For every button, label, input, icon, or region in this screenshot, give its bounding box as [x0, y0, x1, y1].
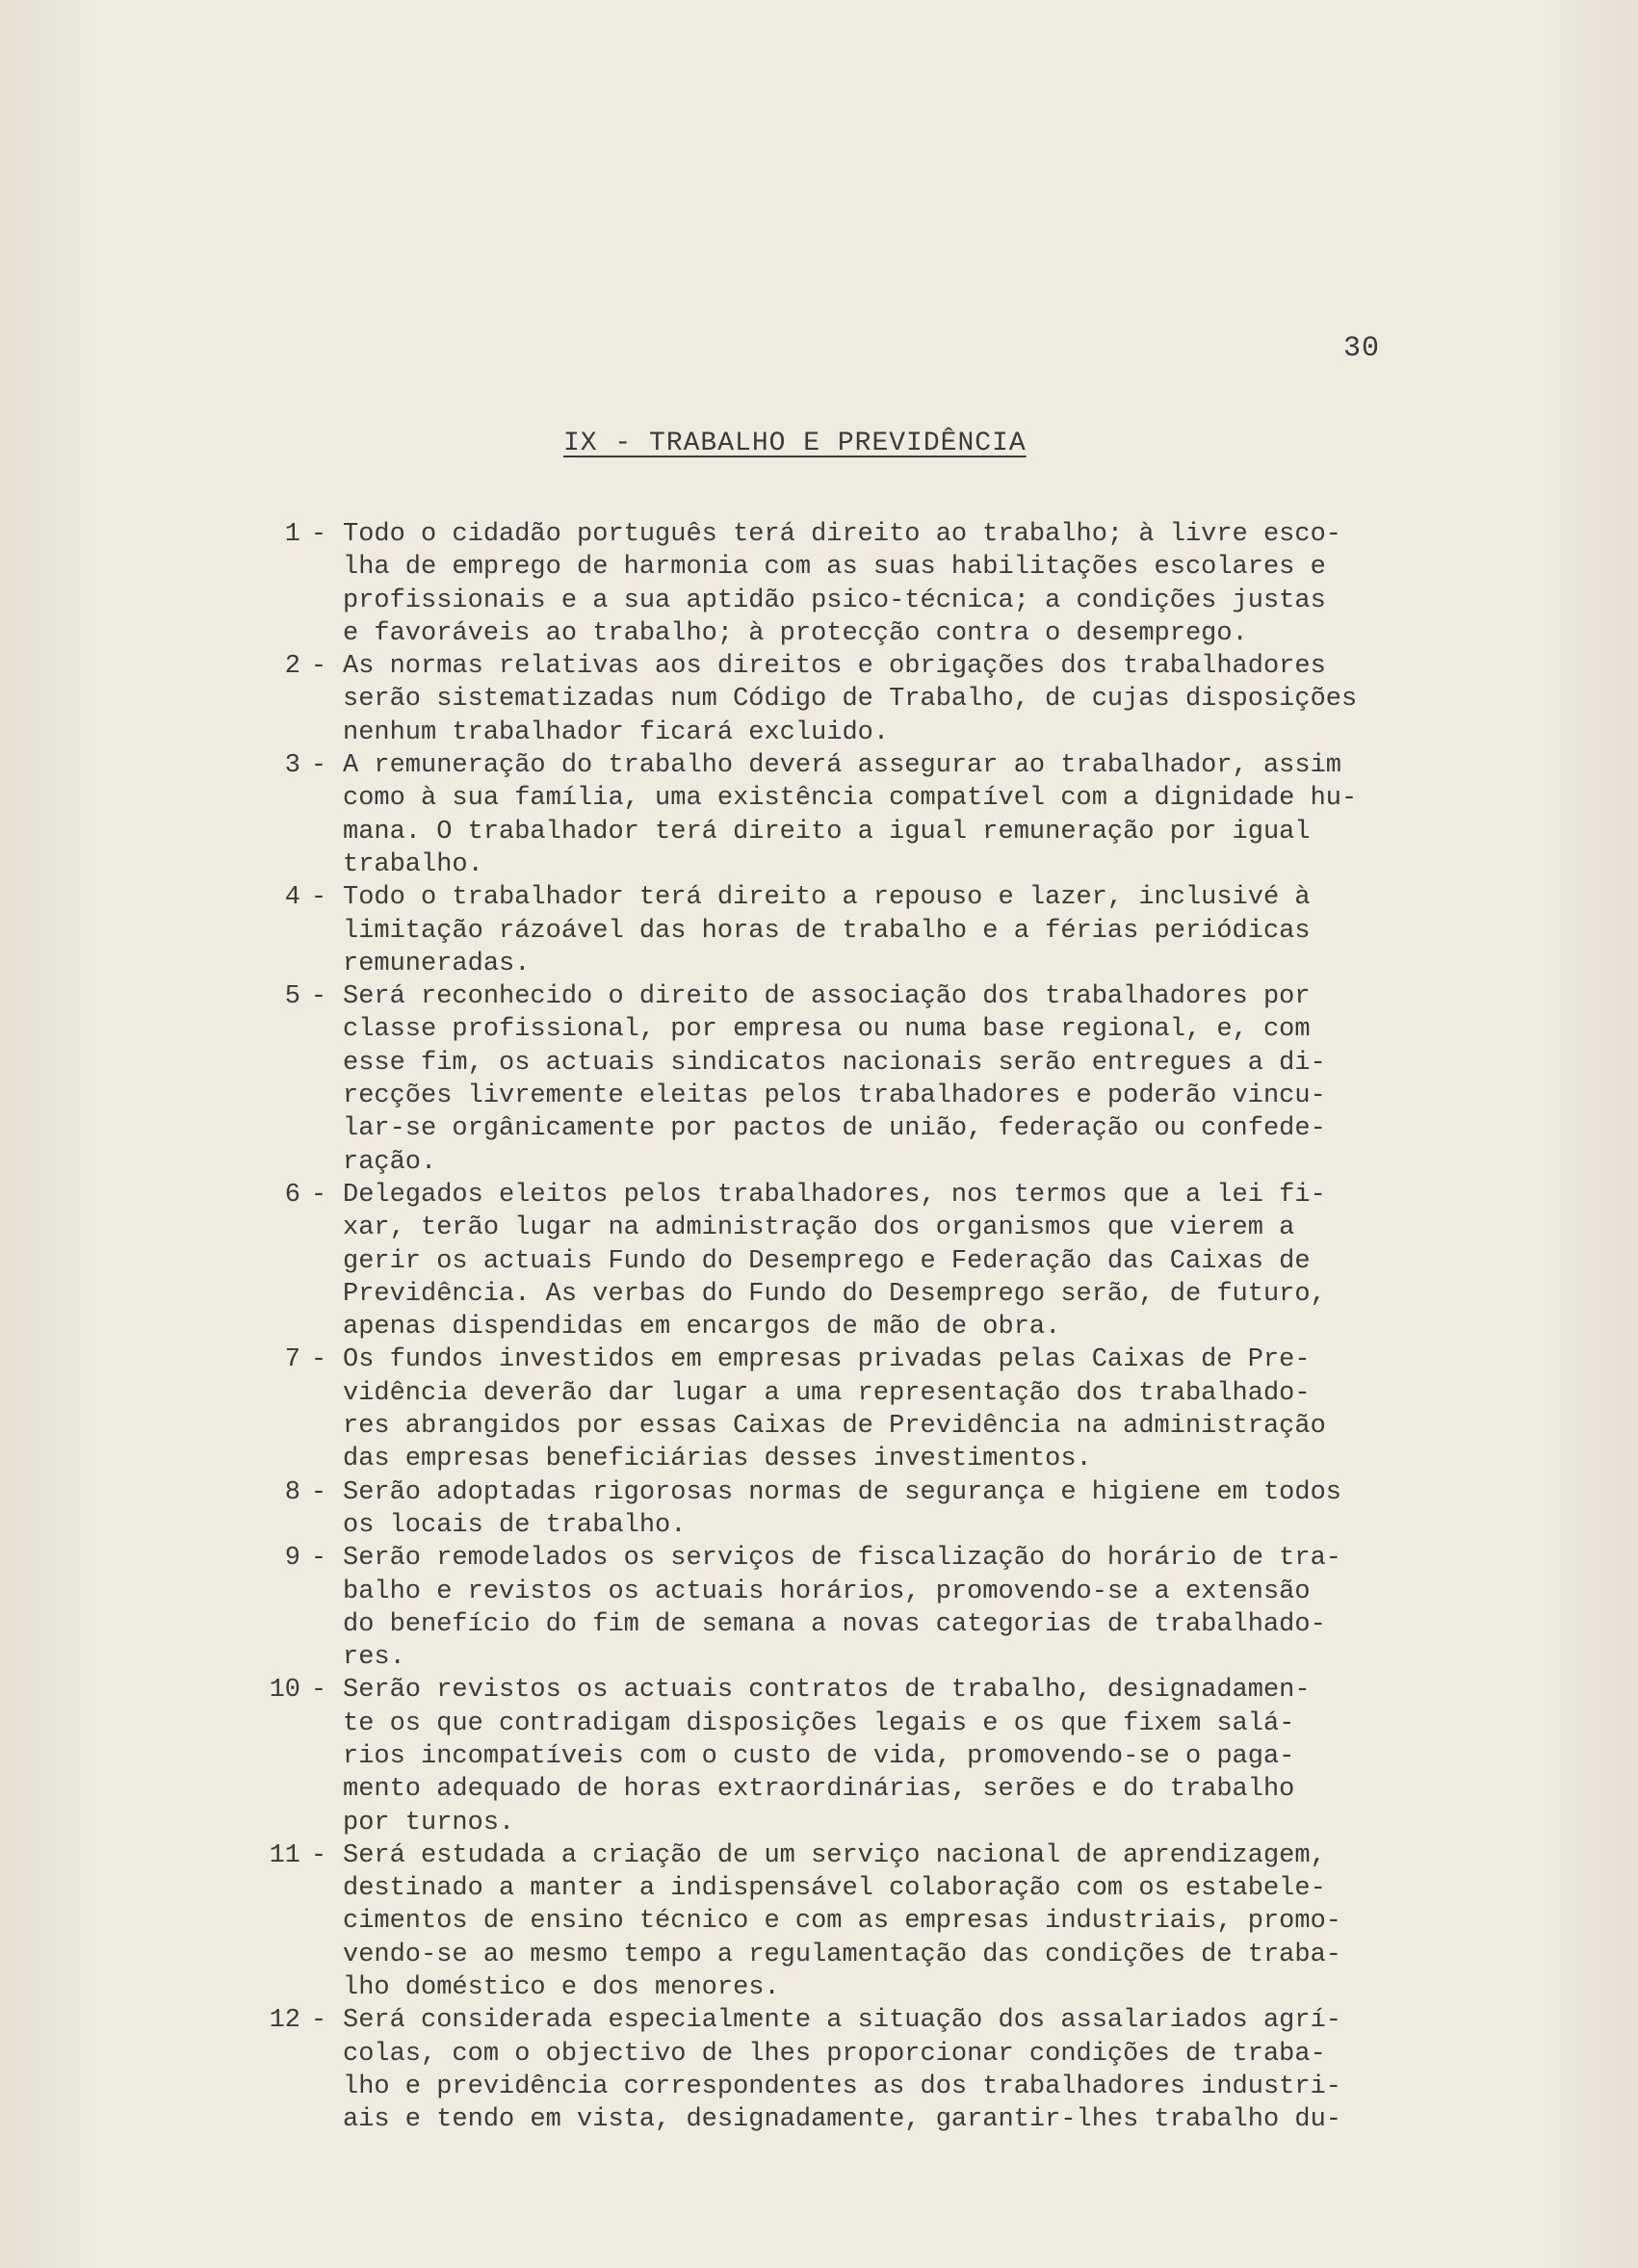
text-line: Será estudada a criação de um serviço nacional de aprendizagem, [343, 1840, 1326, 1870]
text-line: Serão revistos os actuais contratos de trabalho, designadamen- [343, 1676, 1311, 1706]
item-text [343, 1179, 1450, 1343]
text-line: Os fundos investidos em empresas privadas pelas Caixas de Pre- [343, 1345, 1311, 1375]
item-number: 2 [284, 652, 300, 682]
item-number: 11 [269, 1840, 300, 1870]
text-line: nenhum trabalhador ficará excluido. [343, 717, 890, 747]
text-line: das empresas beneficiárias desses investimentos. [343, 1445, 1092, 1474]
item-number: 4 [284, 883, 300, 913]
item-dash: - [310, 652, 327, 682]
list-item [0, 1476, 1638, 1543]
item-text [343, 650, 1450, 749]
item-dash: - [310, 1345, 327, 1375]
text-line: cimentos de ensino técnico e com as empresas industriais, promo- [343, 1907, 1341, 1937]
text-line: serão sistematizadas num Código de Trabalho, de cujas disposições [343, 685, 1358, 715]
text-line: te os que contradigam disposições legais e os que fixem salá- [343, 1708, 1295, 1738]
item-dash: - [310, 982, 327, 1012]
text-line: esse fim, os actuais sindicatos nacionais serão entregues a di- [343, 1048, 1326, 1078]
item-number: 7 [284, 1345, 300, 1375]
item-number: 10 [269, 1676, 300, 1706]
text-line: rios incompatíveis com o custo de vida, promovendo-se o paga- [343, 1741, 1295, 1771]
item-text [343, 980, 1450, 1179]
text-line: Será reconhecido o direito de associação dos trabalhadores por [343, 982, 1311, 1012]
text-line: mana. O trabalhador terá direito a igual remuneração por igual [343, 817, 1311, 847]
item-dash: - [310, 1840, 327, 1870]
text-line: As normas relativas aos direitos e obrigações dos trabalhadores [343, 652, 1326, 682]
text-line: lar-se orgânicamente por pactos de união, federação ou confede- [343, 1114, 1326, 1144]
text-line: apenas dispendidas em encargos de mão de obra. [343, 1313, 1061, 1343]
item-text [343, 1476, 1450, 1543]
list-item [0, 1674, 1638, 1838]
text-line: colas, com o objectivo de lhes proporcionar condições de traba- [343, 2039, 1326, 2069]
chapter-title: IX - TRABALHO E PREVIDÊNCIA [563, 429, 1027, 458]
text-line: Previdência. As verbas do Fundo do Desemprego serão, de futuro, [343, 1279, 1326, 1309]
item-text [343, 1674, 1450, 1838]
list-item [0, 980, 1638, 1179]
text-line: res abrangidos por essas Caixas de Previdência na administração [343, 1412, 1326, 1442]
numbered-item-list [0, 518, 1638, 2137]
text-line: remuneradas. [343, 949, 531, 978]
text-line: Todo o trabalhador terá direito a repouso e lazer, inclusivé à [343, 883, 1311, 913]
list-item [0, 2004, 1638, 2136]
text-line: res. [343, 1643, 405, 1673]
text-line: Delegados eleitos pelos trabalhadores, nos termos que a lei fi- [343, 1180, 1326, 1210]
text-line: classe profissional, por empresa ou numa base regional, e, com [343, 1015, 1311, 1045]
text-line: recções livremente eleitas pelos trabalhadores e poderão vincu- [343, 1082, 1326, 1111]
text-line: por turnos. [343, 1808, 515, 1838]
list-item [0, 1839, 1638, 2004]
text-line: lha de emprego de harmonia com as suas habilitações escolares e [343, 553, 1326, 583]
list-item [0, 1343, 1638, 1475]
text-line: lho doméstico e dos menores. [343, 1973, 780, 2003]
item-number: 5 [284, 982, 300, 1012]
text-line: Será considerada especialmente a situação dos assalariados agrí- [343, 2006, 1341, 2036]
text-line: vidência deverão dar lugar a uma representação dos trabalhado- [343, 1378, 1311, 1408]
text-line: Serão adoptadas rigorosas normas de segurança e higiene em todos [343, 1477, 1341, 1507]
text-line: profissionais e a sua aptidão psico-técnica; a condições justas [343, 586, 1326, 615]
item-dash: - [310, 883, 327, 913]
item-text [343, 1839, 1450, 2004]
item-number: 9 [284, 1544, 300, 1574]
list-item [0, 1542, 1638, 1674]
text-line: como à sua família, uma existência compatível com a dignidade hu- [343, 784, 1358, 814]
item-dash: - [310, 1477, 327, 1507]
text-line: os locais de trabalho. [343, 1510, 687, 1540]
page-number: 30 [1343, 332, 1381, 365]
text-line: do benefício do fim de semana a novas categorias de trabalhado- [343, 1609, 1326, 1639]
item-text [343, 1542, 1450, 1674]
text-line: Serão remodelados os serviços de fiscalização do horário de tra- [343, 1544, 1341, 1574]
text-line: xar, terão lugar na administração dos organismos que vierem a [343, 1213, 1295, 1243]
list-item [0, 881, 1638, 980]
text-line: limitação rázoável das horas de trabalho e a férias periódicas [343, 916, 1311, 946]
text-line: A remuneração do trabalho deverá assegurar ao trabalhador, assim [343, 751, 1341, 781]
item-number: 12 [269, 2006, 300, 2036]
list-item [0, 518, 1638, 650]
item-text [343, 518, 1450, 650]
item-dash: - [310, 520, 327, 549]
text-line: destinado a manter a indispensável colaboração com os estabele- [343, 1874, 1326, 1904]
text-line: ais e tendo em vista, designadamente, garantir-lhes trabalho du- [343, 2105, 1341, 2135]
item-dash: - [310, 1676, 327, 1706]
item-number: 1 [284, 520, 300, 549]
text-line: trabalho. [343, 849, 483, 879]
item-text [343, 881, 1450, 980]
text-line: vendo-se ao mesmo tempo a regulamentação das condições de traba- [343, 1940, 1341, 1969]
text-line: ração. [343, 1147, 437, 1177]
item-text [343, 1343, 1450, 1475]
item-number: 3 [284, 751, 300, 781]
text-line: mento adequado de horas extraordinárias, serões e do trabalho [343, 1775, 1295, 1805]
item-dash: - [310, 751, 327, 781]
item-text [343, 2004, 1450, 2136]
item-number: 8 [284, 1477, 300, 1507]
list-item [0, 749, 1638, 881]
item-text [343, 749, 1450, 881]
item-number: 6 [284, 1180, 300, 1210]
text-line: lho e previdência correspondentes as dos trabalhadores industri- [343, 2072, 1341, 2101]
item-dash: - [310, 1180, 327, 1210]
list-item [0, 1179, 1638, 1343]
text-line: Todo o cidadão português terá direito ao trabalho; à livre esco- [343, 520, 1341, 549]
item-dash: - [310, 2006, 327, 2036]
item-dash: - [310, 1544, 327, 1574]
text-line: e favoráveis ao trabalho; à protecção contra o desemprego. [343, 618, 1248, 648]
list-item [0, 650, 1638, 749]
text-line: gerir os actuais Fundo do Desemprego e Federação das Caixas de [343, 1246, 1311, 1276]
text-line: balho e revistos os actuais horários, promovendo-se a extensão [343, 1577, 1311, 1606]
